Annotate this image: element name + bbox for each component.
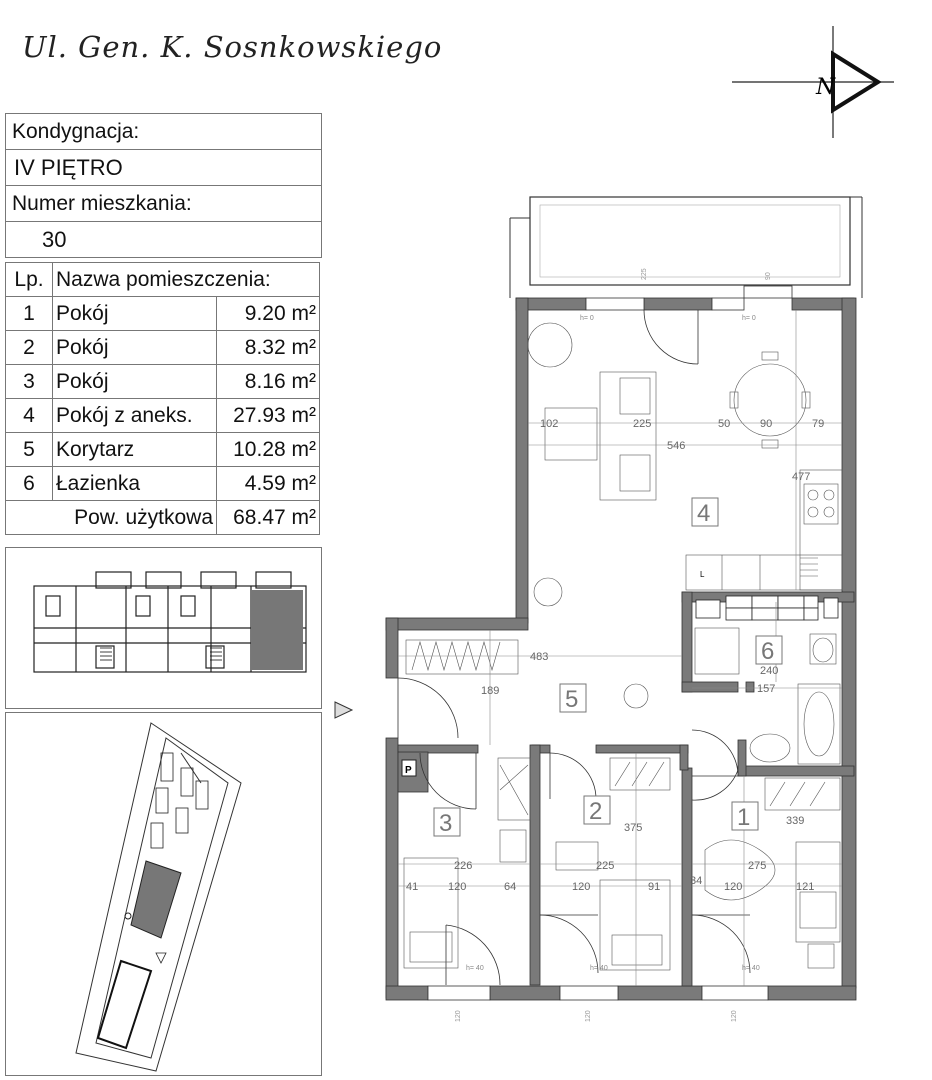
- sill-height: h= 40: [742, 965, 760, 972]
- dim-477: 477: [792, 471, 811, 483]
- room-number-2: 2: [589, 798, 603, 825]
- dim-483: 483: [530, 651, 549, 663]
- dim-120b: 120: [572, 881, 591, 893]
- dim-79: 79: [812, 418, 825, 430]
- row-name: Pokój: [53, 331, 217, 365]
- sill-height: h= 40: [466, 965, 484, 972]
- dim-546: 546: [667, 440, 686, 452]
- row-name: Pokój z aneks.: [53, 399, 217, 433]
- row-lp: 6: [6, 467, 53, 501]
- row-lp: 5: [6, 433, 53, 467]
- row-area: 8.16 m²: [217, 365, 320, 399]
- header-lp: Lp.: [6, 263, 53, 297]
- row-lp: 1: [6, 297, 53, 331]
- dim-225: 225: [633, 418, 652, 430]
- dim-275: 275: [748, 860, 767, 872]
- floor-label: Kondygnacja:: [12, 119, 140, 143]
- table-row: [6, 331, 320, 365]
- row-name: Łazienka: [53, 467, 217, 501]
- unit-highlight: [251, 590, 303, 670]
- sill-height: h= 40: [590, 965, 608, 972]
- dim-120a: 120: [448, 881, 467, 893]
- window-tag: 225: [641, 268, 648, 280]
- window-tag: 120: [455, 1010, 462, 1022]
- table-row: [6, 433, 320, 467]
- dim-64: 64: [504, 881, 517, 893]
- dim-240: 240: [760, 665, 779, 677]
- row-area: 8.32 m²: [217, 331, 320, 365]
- dim-226: 226: [454, 860, 473, 872]
- row-area: 9.20 m²: [217, 297, 320, 331]
- dim-91: 91: [648, 881, 661, 893]
- table-row: [6, 297, 320, 331]
- walls: [386, 298, 856, 1000]
- balcony-outline: [530, 197, 850, 285]
- rooms-table: [5, 262, 320, 535]
- site-plan: [5, 712, 322, 1076]
- unit-label: Numer mieszkania:: [12, 191, 192, 215]
- window-tag: 120: [731, 1010, 738, 1022]
- header-name: Nazwa pomieszczenia:: [53, 263, 320, 297]
- window-tag: 90: [765, 272, 772, 280]
- room-number-4: 4: [697, 500, 711, 527]
- fridge-label: L: [700, 570, 705, 579]
- floor-value: IV PIĘTRO: [14, 154, 123, 180]
- dim-339: 339: [786, 815, 805, 827]
- row-name: Pokój: [53, 365, 217, 399]
- dim-120c: 120: [724, 881, 743, 893]
- dim-50: 50: [718, 418, 731, 430]
- sill-height: h= 0: [742, 315, 756, 322]
- building-highlight: [131, 861, 181, 938]
- row-area: 4.59 m²: [217, 467, 320, 501]
- total-area: 68.47 m²: [217, 501, 320, 535]
- dim-189: 189: [481, 685, 500, 697]
- row-area: 27.93 m²: [217, 399, 320, 433]
- room-number-6: 6: [761, 638, 775, 665]
- floor-plan: [375, 185, 875, 1025]
- unit-info-table: [5, 113, 322, 258]
- dim-225b: 225: [596, 860, 615, 872]
- dim-121: 121: [796, 881, 815, 893]
- dim-41: 41: [406, 881, 419, 893]
- sill-height: h= 0: [580, 315, 594, 322]
- row-lp: 2: [6, 331, 53, 365]
- dim-102: 102: [540, 418, 559, 430]
- row-area: 10.28 m²: [217, 433, 320, 467]
- room-number-5: 5: [565, 686, 579, 713]
- table-row: [6, 467, 320, 501]
- row-lp: 4: [6, 399, 53, 433]
- room-number-3: 3: [439, 810, 453, 837]
- dim-90: 90: [760, 418, 773, 430]
- dim-375: 375: [624, 822, 643, 834]
- dim-34: 34: [690, 875, 703, 887]
- row-name: Pokój: [53, 297, 217, 331]
- floor-key-plan: [5, 547, 322, 709]
- room-number-1: 1: [737, 804, 751, 831]
- total-label: Pow. użytkowa: [6, 501, 217, 535]
- table-row: [6, 399, 320, 433]
- dim-157: 157: [757, 683, 776, 695]
- table-row: [6, 365, 320, 399]
- shaft-label: P: [405, 765, 412, 776]
- window-tag: 120: [585, 1010, 592, 1022]
- row-name: Korytarz: [53, 433, 217, 467]
- north-arrow-icon: [728, 22, 898, 142]
- street-name: Ul. Gen. K. Sosnkowskiego: [22, 30, 443, 64]
- compass-label: N: [816, 75, 836, 100]
- row-lp: 3: [6, 365, 53, 399]
- unit-value: 30: [42, 226, 67, 252]
- entrance-arrow-icon: [333, 700, 355, 720]
